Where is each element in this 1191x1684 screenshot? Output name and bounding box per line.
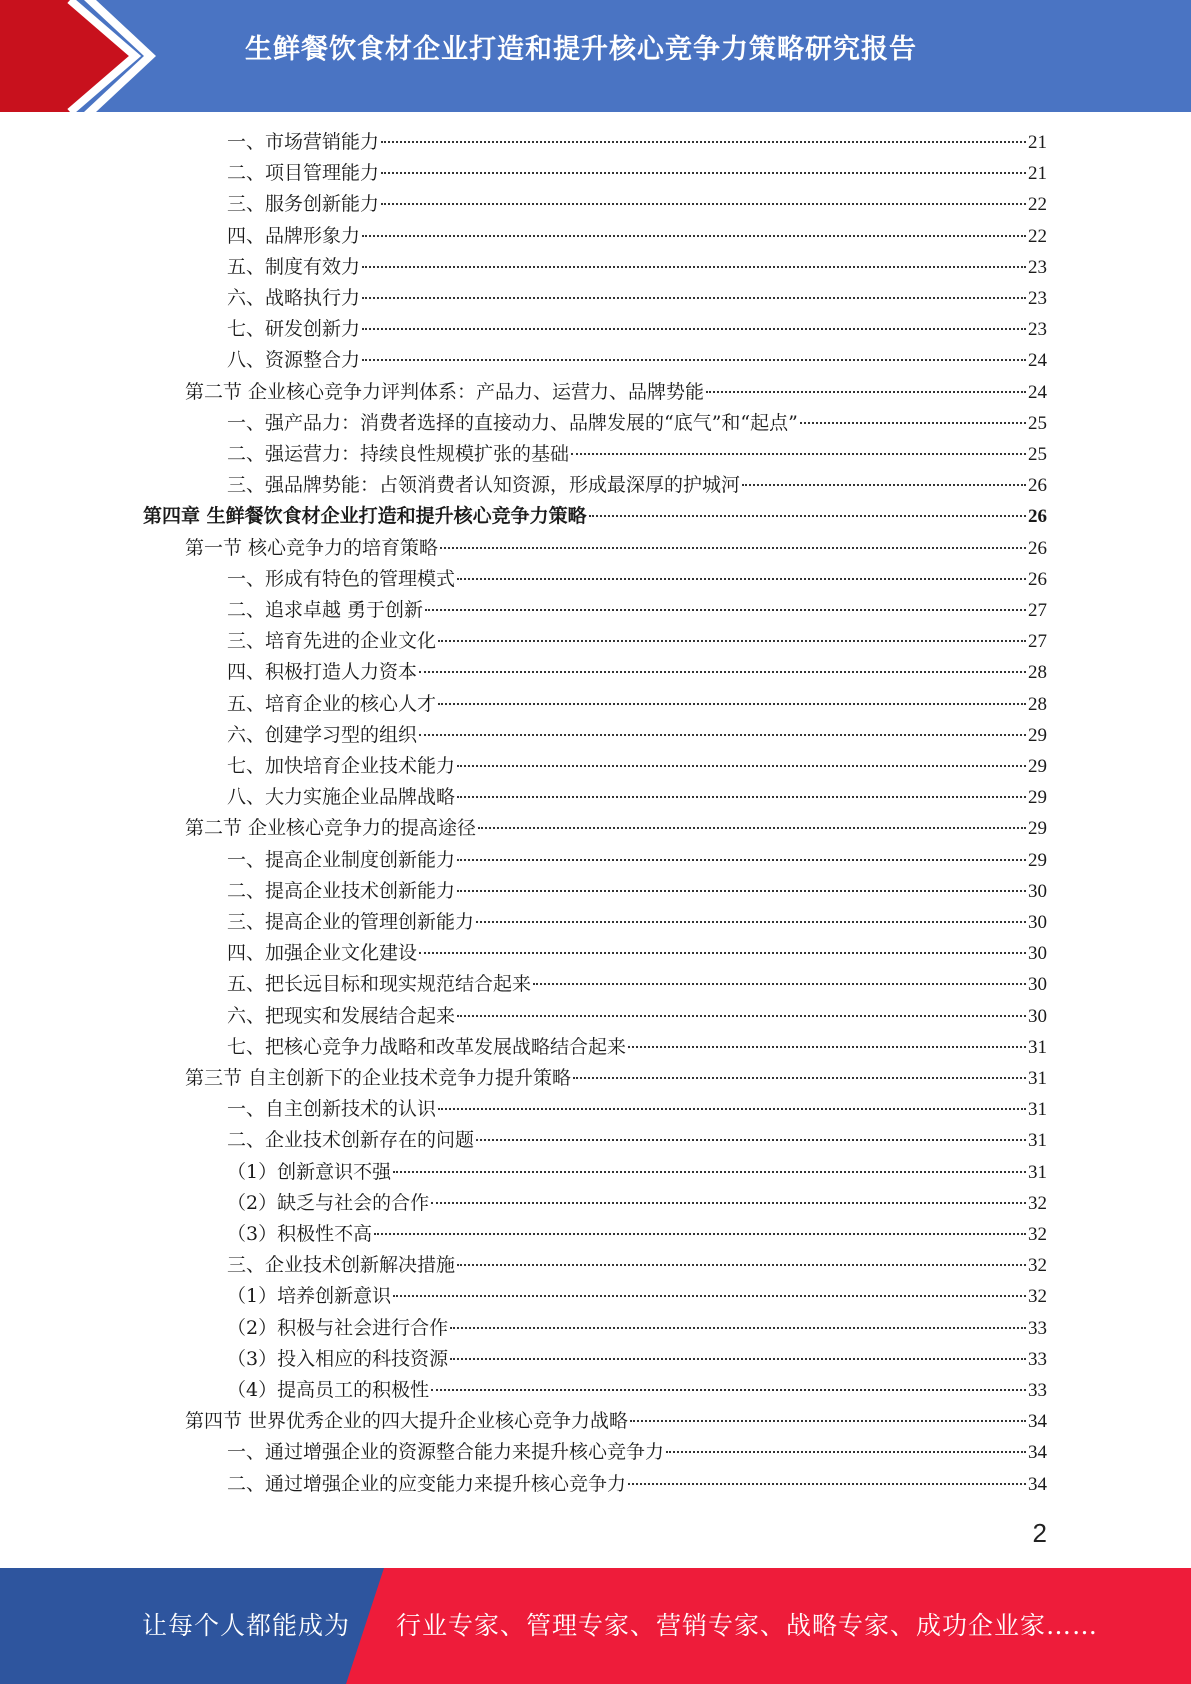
toc-leader-dots: [393, 1295, 1026, 1297]
toc-entry-page: 26: [1028, 568, 1047, 590]
toc-leader-dots: [419, 734, 1026, 736]
toc-leader-dots: [374, 1233, 1026, 1235]
toc-leader-dots: [742, 484, 1026, 486]
toc-entry-title: 八、大力实施企业品牌战略: [227, 786, 456, 809]
toc-entry-title: 六、创建学习型的组织: [227, 723, 418, 746]
toc-entry-title: （4）提高员工的积极性: [227, 1379, 430, 1401]
toc-leader-dots: [362, 328, 1026, 330]
toc-entry[interactable]: [227, 252, 1047, 283]
toc-leader-dots: [457, 1264, 1026, 1266]
toc-entry-page: 31: [1028, 1161, 1047, 1183]
toc-entry[interactable]: [227, 969, 1047, 1000]
toc-entry-page: 23: [1028, 319, 1047, 341]
toc-entry-page: 32: [1028, 1286, 1047, 1308]
toc-entry-title: 二、企业技术创新存在的问题: [227, 1129, 475, 1152]
toc-entry-title: （1）培养创新意识: [227, 1285, 392, 1308]
toc-leader-dots: [431, 1389, 1026, 1391]
toc-leader-dots: [440, 547, 1026, 549]
toc-entry[interactable]: [185, 1406, 1047, 1437]
toc-entry[interactable]: [227, 1188, 1047, 1219]
toc-entry-title: 二、通过增强企业的应变能力来提升核心竞争力: [227, 1472, 627, 1495]
toc-entry-title: 第二节 企业核心竞争力的提高途径: [185, 817, 477, 840]
toc-entry-title: 三、服务创新能力: [227, 193, 380, 216]
toc-entry[interactable]: [227, 626, 1047, 657]
toc-leader-dots: [362, 266, 1026, 268]
toc-entry-title: 第三节 自主创新下的企业技术竞争力提升策略: [185, 1067, 572, 1089]
toc-entry[interactable]: [227, 657, 1047, 688]
toc-entry-page: 26: [1028, 537, 1047, 559]
toc-leader-dots: [457, 578, 1026, 580]
toc-entry-page: 30: [1028, 943, 1047, 965]
toc-entry-page: 30: [1028, 974, 1047, 996]
toc-entry-title: 四、品牌形象力: [227, 224, 361, 247]
toc-entry[interactable]: [227, 158, 1047, 189]
toc-entry-page: 24: [1028, 381, 1047, 403]
toc-leader-dots: [438, 703, 1026, 705]
toc-entry[interactable]: [227, 1157, 1047, 1188]
toc-leader-dots: [800, 422, 1026, 424]
toc-leader-dots: [438, 1108, 1026, 1110]
toc-leader-dots: [381, 172, 1026, 174]
toc-entry-page: 24: [1028, 350, 1047, 372]
toc-entry[interactable]: [227, 1125, 1047, 1156]
toc-entry-title: 一、市场营销能力: [227, 131, 380, 153]
toc-entry[interactable]: [227, 1032, 1047, 1063]
toc-entry-page: 33: [1028, 1348, 1047, 1370]
toc-entry-page: 31: [1028, 1099, 1047, 1121]
toc-entry-page: 26: [1028, 475, 1047, 497]
toc-entry-title: 一、自主创新技术的认识: [227, 1098, 437, 1121]
toc-leader-dots: [431, 1202, 1026, 1204]
toc-entry[interactable]: [185, 377, 1047, 408]
toc-entry-title: 七、研发创新力: [227, 318, 361, 341]
toc-entry[interactable]: [227, 689, 1047, 720]
toc-entry-page: 31: [1028, 1130, 1047, 1152]
toc-entry[interactable]: [227, 595, 1047, 626]
toc-entry[interactable]: [227, 564, 1047, 595]
toc-entry[interactable]: [227, 1001, 1047, 1032]
toc-entry-page: 22: [1028, 225, 1047, 247]
toc-entry-page: 29: [1028, 724, 1047, 746]
toc-entry-page: 26: [1028, 506, 1047, 528]
toc-leader-dots: [666, 1451, 1026, 1453]
toc-entry[interactable]: [227, 470, 1047, 501]
toc-entry-page: 32: [1028, 1255, 1047, 1277]
toc-leader-dots: [450, 1327, 1026, 1329]
toc-entry-title: 三、培育先进的企业文化: [227, 630, 437, 653]
toc-entry-page: 30: [1028, 880, 1047, 902]
toc-entry[interactable]: [227, 127, 1047, 158]
toc-entry-page: 29: [1028, 787, 1047, 809]
toc-leader-dots: [438, 640, 1026, 642]
toc-entry-title: 一、形成有特色的管理模式: [227, 567, 456, 590]
page-number: 2: [1032, 1518, 1047, 1548]
toc-entry-page: 31: [1028, 1068, 1047, 1089]
toc-leader-dots: [628, 1483, 1026, 1485]
toc-leader-dots: [457, 890, 1026, 892]
toc-entry-page: 31: [1028, 1036, 1047, 1058]
toc-entry[interactable]: [227, 189, 1047, 220]
toc-entry[interactable]: [227, 1469, 1047, 1500]
toc-leader-dots: [630, 1420, 1026, 1422]
toc-entry[interactable]: [227, 221, 1047, 252]
toc-entry-title: 四、加强企业文化建设: [227, 942, 418, 965]
page-header: [0, 0, 1191, 112]
toc-leader-dots: [457, 765, 1026, 767]
toc-leader-dots: [393, 1171, 1026, 1173]
toc-entry[interactable]: [227, 938, 1047, 969]
toc-entry-title: （3）投入相应的科技资源: [227, 1347, 449, 1370]
toc-entry-page: 30: [1028, 1005, 1047, 1027]
toc-leader-dots: [457, 1015, 1026, 1017]
toc-entry[interactable]: [227, 1250, 1047, 1281]
toc-entry-page: 29: [1028, 818, 1047, 840]
toc-entry-page: 27: [1028, 600, 1047, 621]
toc-leader-dots: [381, 203, 1026, 205]
toc-entry-title: 二、项目管理能力: [227, 162, 380, 185]
toc-entry[interactable]: [227, 439, 1047, 470]
toc-leader-dots: [362, 359, 1026, 361]
page-footer: [0, 1568, 1191, 1684]
toc-entry[interactable]: [185, 813, 1047, 844]
toc-leader-dots: [533, 983, 1026, 985]
toc-entry-page: 30: [1028, 912, 1047, 933]
toc-entry[interactable]: [227, 1281, 1047, 1312]
toc-leader-dots: [589, 515, 1026, 517]
toc-entry[interactable]: [227, 345, 1047, 376]
toc-entry-title: 三、强品牌势能：占领消费者认知资源，形成最深厚的护城河: [227, 474, 741, 497]
toc-entry[interactable]: [227, 907, 1047, 938]
toc-entry-title: 二、追求卓越 勇于创新: [227, 599, 424, 621]
toc-leader-dots: [381, 141, 1026, 143]
toc-entry-title: （3）积极性不高: [227, 1223, 373, 1245]
toc-leader-dots: [425, 609, 1026, 611]
toc-entry[interactable]: [227, 408, 1047, 439]
toc-entry-title: （2）缺乏与社会的合作: [227, 1191, 430, 1214]
toc-entry[interactable]: [227, 1219, 1047, 1250]
toc-entry-title: 第一节 核心竞争力的培育策略: [185, 536, 439, 559]
toc-entry-page: 25: [1028, 412, 1047, 434]
toc-leader-dots: [457, 796, 1026, 798]
toc-leader-dots: [476, 1139, 1026, 1141]
toc-entry[interactable]: [227, 1375, 1047, 1406]
toc-leader-dots: [419, 671, 1026, 673]
toc-entry-title: （1）创新意识不强: [227, 1160, 392, 1183]
toc-entry-title: 三、提高企业的管理创新能力: [227, 911, 475, 933]
toc-leader-dots: [419, 952, 1026, 954]
toc-entry[interactable]: [143, 501, 1047, 532]
toc-entry-page: 23: [1028, 288, 1047, 309]
toc-entry-title: 一、提高企业制度创新能力: [227, 848, 456, 871]
toc-entry[interactable]: [227, 283, 1047, 314]
toc-entry-title: 六、战略执行力: [227, 287, 361, 309]
toc-entry[interactable]: [227, 720, 1047, 751]
toc-entry[interactable]: [227, 1344, 1047, 1375]
toc-entry-title: 五、制度有效力: [227, 255, 361, 278]
toc-entry-title: 第四章 生鲜餐饮食材企业打造和提升核心竞争力策略: [143, 505, 587, 528]
toc-leader-dots: [457, 859, 1026, 861]
toc-entry-title: 六、把现实和发展结合起来: [227, 1004, 456, 1027]
toc-leader-dots: [476, 921, 1026, 923]
toc-entry-page: 25: [1028, 444, 1047, 465]
toc-entry-page: 21: [1028, 132, 1047, 153]
toc-entry-title: 第四节 世界优秀企业的四大提升企业核心竞争力战略: [185, 1410, 629, 1433]
toc-entry-title: 第二节 企业核心竞争力评判体系：产品力、运营力、品牌势能: [185, 380, 705, 403]
toc-entry-page: 27: [1028, 631, 1047, 653]
toc-entry[interactable]: [227, 1437, 1047, 1468]
toc-entry-page: 33: [1028, 1380, 1047, 1401]
toc-entry-page: 32: [1028, 1224, 1047, 1245]
toc-leader-dots: [573, 1077, 1026, 1079]
toc-entry[interactable]: [227, 1094, 1047, 1125]
toc-entry-title: 二、强运营力：持续良性规模扩张的基础: [227, 443, 570, 465]
toc-entry-title: （2）积极与社会进行合作: [227, 1316, 449, 1339]
toc-entry[interactable]: [227, 876, 1047, 907]
footer-slogan-left: 让每个人都能成为: [142, 1611, 351, 1640]
toc-entry[interactable]: [227, 1313, 1047, 1344]
report-title: 生鲜餐饮食材企业打造和提升核心竞争力策略研究报告: [245, 34, 917, 65]
toc-entry[interactable]: [227, 751, 1047, 782]
toc-entry[interactable]: [227, 782, 1047, 813]
toc-entry-page: 29: [1028, 756, 1047, 777]
toc-entry-title: 七、加快培育企业技术能力: [227, 755, 456, 777]
toc-entry-page: 34: [1028, 1473, 1047, 1495]
toc-leader-dots: [478, 827, 1026, 829]
toc-entry-page: 34: [1028, 1442, 1047, 1464]
toc-entry-page: 23: [1028, 256, 1047, 278]
toc-entry-page: 33: [1028, 1317, 1047, 1339]
footer-slogan-right: 行业专家、管理专家、营销专家、战略专家、成功企业家……: [396, 1611, 1099, 1640]
toc-entry-page: 22: [1028, 194, 1047, 216]
toc-entry-title: 五、把长远目标和现实规范结合起来: [227, 973, 532, 996]
toc-leader-dots: [628, 1046, 1026, 1048]
toc-entry-title: 五、培育企业的核心人才: [227, 692, 437, 715]
toc-entry[interactable]: [185, 533, 1047, 564]
toc-entry-page: 32: [1028, 1192, 1047, 1214]
toc-entry-title: 四、积极打造人力资本: [227, 661, 418, 684]
toc-entry-page: 34: [1028, 1411, 1047, 1433]
toc-entry-page: 28: [1028, 693, 1047, 715]
toc-entry-title: 二、提高企业技术创新能力: [227, 879, 456, 902]
toc-entry-page: 28: [1028, 662, 1047, 684]
toc-entry-title: 一、通过增强企业的资源整合能力来提升核心竞争力: [227, 1441, 665, 1464]
toc-entry[interactable]: [227, 845, 1047, 876]
toc-leader-dots: [362, 297, 1026, 299]
toc-entry-page: 21: [1028, 163, 1047, 185]
toc-leader-dots: [362, 235, 1026, 237]
toc-leader-dots: [450, 1358, 1026, 1360]
toc-entry[interactable]: [227, 314, 1047, 345]
toc-entry[interactable]: [185, 1063, 1047, 1094]
toc-entry-page: 29: [1028, 849, 1047, 871]
toc-entry-title: 一、强产品力：消费者选择的直接动力、品牌发展的“底气”和“起点”: [227, 411, 798, 434]
toc-leader-dots: [706, 391, 1026, 393]
toc-entry-title: 三、企业技术创新解决措施: [227, 1254, 456, 1277]
toc-entry-title: 七、把核心竞争力战略和改革发展战略结合起来: [227, 1035, 627, 1058]
toc-leader-dots: [571, 453, 1026, 455]
toc-entry-title: 八、资源整合力: [227, 349, 361, 372]
